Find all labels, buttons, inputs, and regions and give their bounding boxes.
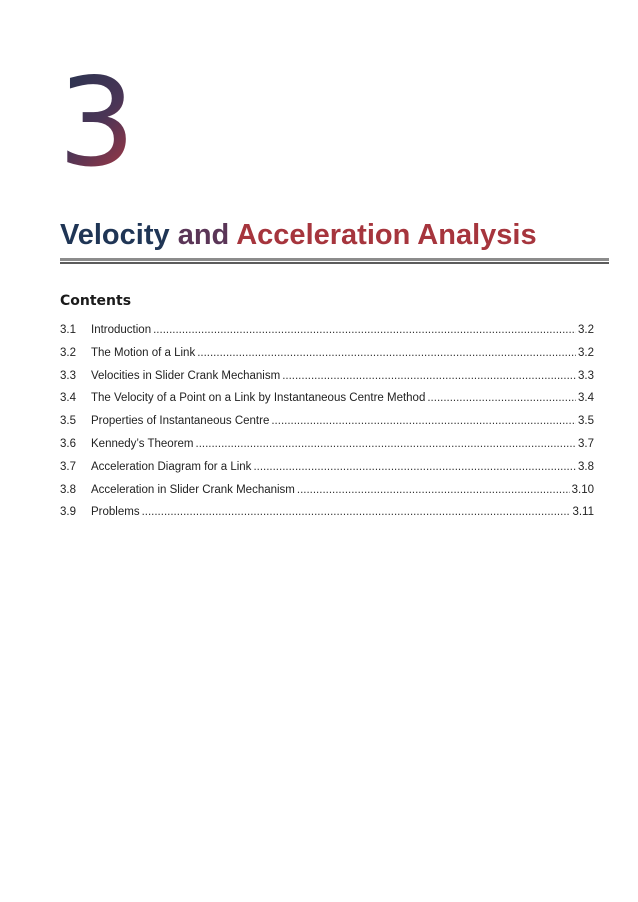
toc-dot-leader <box>197 347 576 359</box>
toc-dot-leader <box>282 370 576 382</box>
chapter-title <box>60 217 537 253</box>
title-divider-thick <box>60 258 609 261</box>
toc-entry-page: 3.8 <box>578 460 594 473</box>
contents-heading: Contents <box>60 293 132 309</box>
toc-entry-number: 3.8 <box>60 483 76 496</box>
toc-entry-page: 3.2 <box>578 324 594 336</box>
chapter-title-part-1: Velocity <box>60 219 170 251</box>
toc-entry-page: 3.5 <box>578 415 594 428</box>
toc-entry[interactable] <box>60 506 594 529</box>
toc-entry-page: 3.3 <box>578 369 594 382</box>
toc-entry-page: 3.4 <box>578 392 594 405</box>
toc-entry[interactable] <box>60 484 594 507</box>
chapter-title-part-2: and <box>177 219 230 251</box>
toc-entry[interactable] <box>60 324 594 347</box>
title-divider-thin <box>60 262 609 264</box>
toc-entry[interactable] <box>60 438 594 461</box>
toc-entry-number: 3.9 <box>60 506 76 519</box>
toc-entry[interactable] <box>60 347 594 370</box>
toc-entry-number: 3.3 <box>60 369 76 382</box>
toc-entry[interactable] <box>60 461 594 484</box>
toc-entry-number: 3.5 <box>60 415 76 428</box>
toc-dot-leader <box>153 324 576 336</box>
table-of-contents <box>60 324 594 529</box>
toc-dot-leader <box>253 461 576 473</box>
toc-entry-title: The Velocity of a Point on a Link by Instantaneous Centre Method <box>91 392 426 405</box>
toc-entry-number: 3.7 <box>60 460 76 473</box>
toc-entry-page: 3.11 <box>572 506 594 519</box>
toc-entry-title: Acceleration in Slider Crank Mechanism <box>91 483 295 496</box>
toc-entry-title: The Motion of a Link <box>91 346 196 359</box>
toc-entry-page: 3.7 <box>578 437 594 450</box>
toc-entry[interactable] <box>60 415 594 438</box>
toc-entry-title: Velocities in Slider Crank Mechanism <box>91 369 281 382</box>
toc-dot-leader <box>142 506 571 518</box>
chapter-number: 3 <box>58 52 136 194</box>
toc-entry-page: 3.2 <box>578 346 594 359</box>
chapter-title-part-3: Acceleration Analysis <box>236 219 537 251</box>
toc-entry-title: Problems <box>91 506 140 519</box>
toc-entry-title: Introduction <box>91 324 152 336</box>
toc-entry-number: 3.4 <box>60 392 76 405</box>
toc-entry[interactable] <box>60 392 594 415</box>
toc-entry-number: 3.1 <box>60 324 76 336</box>
toc-entry-number: 3.2 <box>60 346 76 359</box>
toc-dot-leader <box>297 484 570 496</box>
toc-entry-title: Kennedy’s Theorem <box>91 437 194 450</box>
toc-entry-title: Properties of Instantaneous Centre <box>91 415 270 428</box>
toc-entry-page: 3.10 <box>571 483 594 496</box>
toc-dot-leader <box>427 392 576 404</box>
toc-dot-leader <box>271 415 576 427</box>
toc-entry-title: Acceleration Diagram for a Link <box>91 460 252 473</box>
toc-entry[interactable] <box>60 370 594 393</box>
toc-entry-number: 3.6 <box>60 437 76 450</box>
toc-dot-leader <box>196 438 576 450</box>
